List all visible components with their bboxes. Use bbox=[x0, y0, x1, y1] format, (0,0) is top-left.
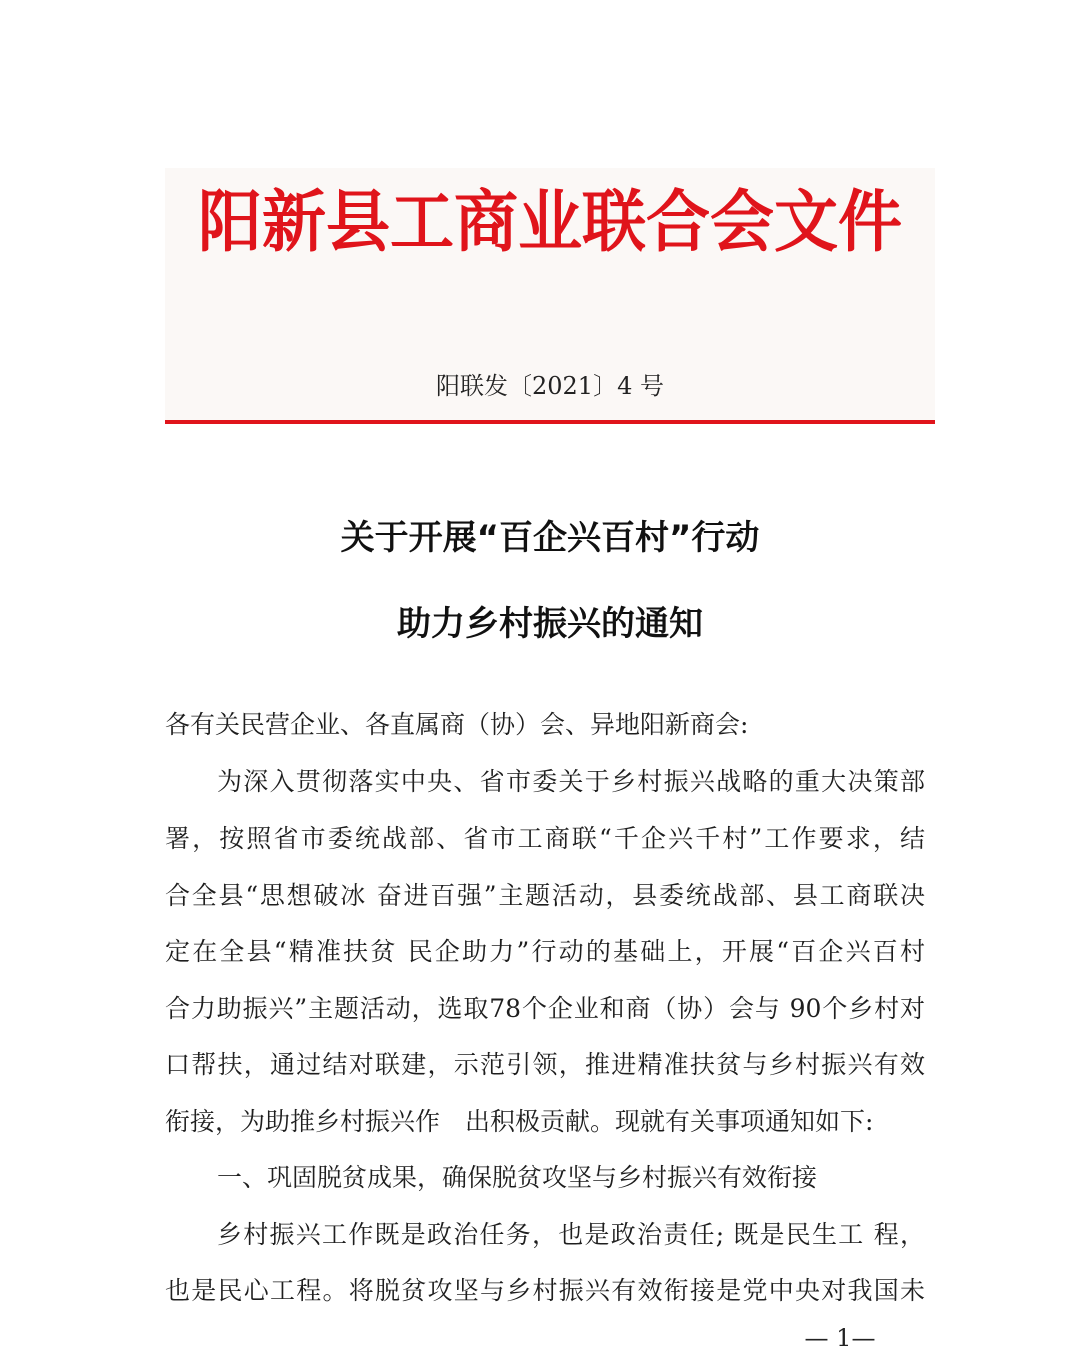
section-line: 也是民心工程。将脱贫攻坚与乡村振兴有效衔接是党中央对我国未 bbox=[165, 1276, 925, 1305]
body-line: 为深入贯彻落实中央、省市委关于乡村振兴战略的重大决策部 bbox=[217, 767, 925, 796]
body-line: 合力助振兴”主题活动，选取78个企业和商（协）会与 90个乡村对 bbox=[165, 994, 925, 1023]
notice-title-line2: 助力乡村振兴的通知 bbox=[397, 604, 703, 644]
body-line: 口帮扶，通过结对联建，示范引领，推进精准扶贫与乡村振兴有效 bbox=[165, 1050, 925, 1079]
notice-title-line1: 关于开展“百企兴百村”行动 bbox=[340, 518, 760, 558]
document-number: 阳联发〔2021〕4 号 bbox=[436, 372, 664, 400]
body-line: 合全县“思想破冰 奋进百强”主题活动，县委统战部、县工商联决 bbox=[165, 881, 925, 910]
red-divider bbox=[165, 420, 935, 424]
body-line: 署，按照省市委统战部、省市工商联“千企兴千村”工作要求，结 bbox=[165, 824, 925, 853]
section-line: 乡村振兴工作既是政治任务，也是政治责任; 既是民生工 程， bbox=[217, 1220, 925, 1249]
page-number: — 1— bbox=[804, 1324, 876, 1352]
section-heading: 一、巩固脱贫成果，确保脱贫攻坚与乡村振兴有效衔接 bbox=[217, 1163, 818, 1192]
salutation: 各有关民营企业、各直属商（协）会、异地阳新商会: bbox=[165, 710, 749, 739]
org-title: 阳新县工商业联合会文件 bbox=[198, 184, 902, 262]
body-line: 定在全县“精准扶贫 民企助力”行动的基础上，开展“百企兴百村 bbox=[165, 937, 925, 966]
body-line: 衔接，为助推乡村振兴作 出积极贡献。现就有关事项通知如下: bbox=[165, 1107, 874, 1136]
